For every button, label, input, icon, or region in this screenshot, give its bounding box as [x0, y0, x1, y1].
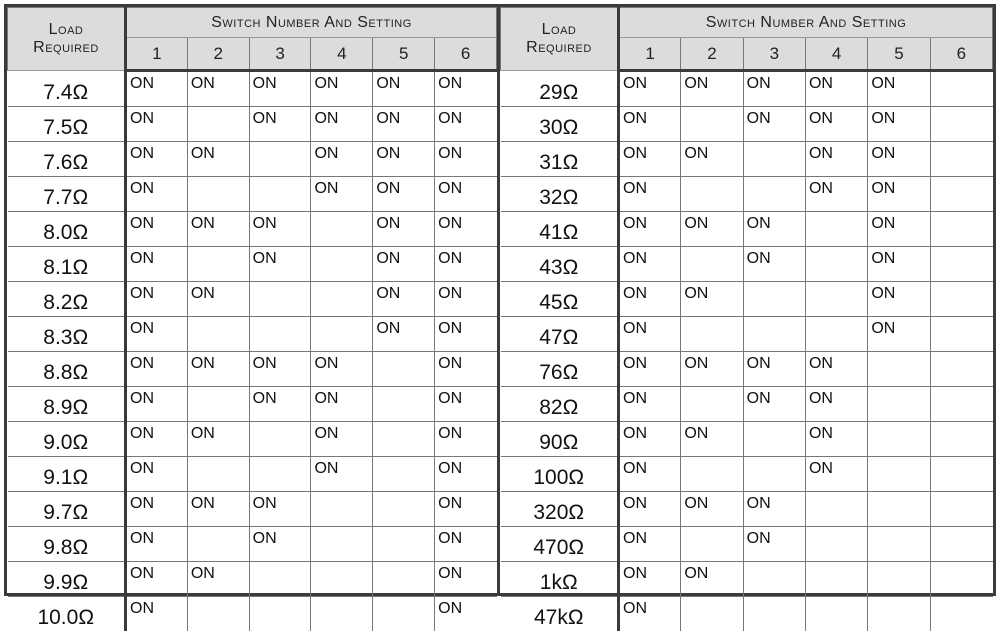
switch-setting-cell: [373, 562, 435, 597]
table-row: [8, 387, 497, 422]
switch-setting-cell: ON: [126, 107, 188, 142]
switch-setting-cell: [373, 352, 435, 387]
load-value-cell: 9.7Ω: [8, 492, 126, 527]
load-required-header: [501, 8, 619, 71]
load-value-cell: 320Ω: [501, 492, 619, 527]
switch-setting-cell: [187, 317, 249, 352]
switch-setting-cell: ON: [187, 422, 249, 457]
switch-setting-cell: ON: [435, 282, 497, 317]
switch-setting-cell: [805, 247, 867, 282]
switch-group-header: Switch Number And Setting: [126, 8, 497, 38]
switch-setting-cell: ON: [126, 597, 188, 631]
switch-setting-cell: ON: [619, 457, 681, 492]
switch-setting-cell: ON: [868, 71, 930, 107]
switch-setting-cell: [311, 597, 373, 631]
table-panel-left: [7, 7, 500, 593]
load-value-cell: 31Ω: [501, 142, 619, 177]
load-value-cell: 82Ω: [501, 387, 619, 422]
switch-setting-cell: ON: [249, 352, 311, 387]
switch-setting-cell: ON: [311, 177, 373, 212]
switch-setting-cell: ON: [619, 492, 681, 527]
switch-setting-cell: [743, 597, 805, 631]
switch-setting-cell: [805, 492, 867, 527]
switch-setting-cell: ON: [743, 352, 805, 387]
switch-group-header: Switch Number And Setting: [619, 8, 993, 38]
switch-setting-cell: ON: [743, 71, 805, 107]
load-required-header: [8, 8, 126, 71]
table-row: [501, 247, 993, 282]
switch-setting-cell: ON: [373, 142, 435, 177]
switch-setting-cell: ON: [435, 387, 497, 422]
switch-setting-cell: ON: [311, 71, 373, 107]
switch-setting-cell: [681, 457, 743, 492]
switch-setting-cell: ON: [435, 71, 497, 107]
switch-setting-cell: [743, 422, 805, 457]
load-value-cell: 8.9Ω: [8, 387, 126, 422]
table-row: [8, 71, 497, 107]
switch-setting-cell: ON: [619, 422, 681, 457]
switch-setting-cell: ON: [743, 527, 805, 562]
switch-number-header: 5: [373, 38, 435, 71]
switch-setting-cell: ON: [619, 71, 681, 107]
switch-setting-cell: [681, 597, 743, 631]
switch-setting-cell: ON: [805, 422, 867, 457]
table-row: [501, 177, 993, 212]
switch-setting-cell: [311, 562, 373, 597]
switch-setting-cell: ON: [373, 247, 435, 282]
load-header-line1: Load: [8, 21, 124, 39]
switch-setting-cell: [868, 387, 930, 422]
load-value-cell: 7.5Ω: [8, 107, 126, 142]
load-value-cell: 9.1Ω: [8, 457, 126, 492]
switch-setting-cell: [868, 562, 930, 597]
switch-setting-cell: [930, 492, 992, 527]
load-value-cell: 8.0Ω: [8, 212, 126, 247]
table-row: [8, 247, 497, 282]
switch-setting-cell: ON: [435, 527, 497, 562]
switch-setting-cell: [930, 107, 992, 142]
switch-setting-cell: ON: [126, 492, 188, 527]
switch-setting-cell: [681, 247, 743, 282]
switch-setting-cell: ON: [249, 212, 311, 247]
switch-setting-chart: [4, 4, 996, 596]
switch-setting-cell: ON: [373, 317, 435, 352]
switch-setting-cell: [187, 527, 249, 562]
switch-setting-cell: ON: [805, 142, 867, 177]
switch-setting-cell: ON: [681, 282, 743, 317]
switch-setting-cell: [311, 212, 373, 247]
load-value-cell: 9.9Ω: [8, 562, 126, 597]
table-row: [501, 352, 993, 387]
switch-number-header: 6: [435, 38, 497, 71]
switch-setting-cell: [249, 562, 311, 597]
switch-setting-cell: [249, 177, 311, 212]
switch-setting-cell: ON: [311, 387, 373, 422]
table-row: [8, 282, 497, 317]
table-row: [501, 142, 993, 177]
switch-setting-cell: [743, 142, 805, 177]
table-row: [8, 352, 497, 387]
switch-setting-cell: ON: [187, 492, 249, 527]
switch-setting-cell: [868, 457, 930, 492]
switch-setting-cell: [373, 387, 435, 422]
switch-setting-cell: [930, 212, 992, 247]
switch-setting-cell: [743, 562, 805, 597]
switch-setting-cell: ON: [743, 212, 805, 247]
switch-setting-cell: ON: [435, 352, 497, 387]
switch-setting-cell: ON: [435, 597, 497, 631]
switch-setting-cell: ON: [373, 177, 435, 212]
load-value-cell: 29Ω: [501, 71, 619, 107]
switch-setting-cell: ON: [743, 107, 805, 142]
switch-setting-cell: ON: [126, 422, 188, 457]
switch-setting-cell: ON: [126, 352, 188, 387]
table-row: [501, 282, 993, 317]
table-row: [501, 527, 993, 562]
table-row: [501, 317, 993, 352]
switch-setting-cell: [930, 562, 992, 597]
switch-setting-cell: [868, 527, 930, 562]
switch-setting-cell: ON: [805, 71, 867, 107]
switch-setting-cell: ON: [868, 282, 930, 317]
switch-setting-cell: ON: [126, 317, 188, 352]
switch-number-header: 4: [311, 38, 373, 71]
table-row: [501, 212, 993, 247]
switch-number-header: 2: [187, 38, 249, 71]
switch-setting-cell: [681, 527, 743, 562]
switch-setting-cell: [930, 282, 992, 317]
switch-setting-cell: [311, 247, 373, 282]
load-value-cell: 43Ω: [501, 247, 619, 282]
switch-setting-cell: ON: [126, 142, 188, 177]
switch-setting-cell: ON: [126, 282, 188, 317]
load-value-cell: 10.0Ω: [8, 597, 126, 631]
load-value-cell: 9.8Ω: [8, 527, 126, 562]
switch-setting-cell: ON: [619, 387, 681, 422]
table-body-left: [8, 71, 497, 631]
load-value-cell: 9.0Ω: [8, 422, 126, 457]
switch-setting-cell: [681, 107, 743, 142]
switch-setting-cell: ON: [681, 492, 743, 527]
switch-setting-cell: ON: [619, 212, 681, 247]
table-row: [8, 212, 497, 247]
load-value-cell: 8.1Ω: [8, 247, 126, 282]
switch-setting-cell: ON: [619, 107, 681, 142]
switch-setting-cell: ON: [187, 71, 249, 107]
switch-setting-cell: [249, 142, 311, 177]
switch-setting-cell: ON: [868, 142, 930, 177]
switch-setting-cell: ON: [681, 562, 743, 597]
table-body-right: [501, 71, 993, 631]
switch-setting-cell: [930, 317, 992, 352]
switch-setting-cell: ON: [681, 212, 743, 247]
switch-setting-cell: ON: [311, 107, 373, 142]
switch-setting-cell: [930, 177, 992, 212]
switch-setting-cell: [930, 142, 992, 177]
switch-setting-cell: [187, 247, 249, 282]
switch-setting-cell: ON: [805, 352, 867, 387]
switch-setting-cell: [373, 422, 435, 457]
switch-setting-cell: ON: [435, 317, 497, 352]
switch-setting-cell: ON: [619, 177, 681, 212]
switch-setting-cell: [249, 597, 311, 631]
load-value-cell: 90Ω: [501, 422, 619, 457]
switch-setting-cell: ON: [435, 492, 497, 527]
table-row: [8, 597, 497, 631]
load-value-cell: 7.7Ω: [8, 177, 126, 212]
switch-setting-cell: [311, 492, 373, 527]
switch-setting-cell: ON: [435, 212, 497, 247]
load-value-cell: 100Ω: [501, 457, 619, 492]
switch-setting-cell: [681, 177, 743, 212]
switch-setting-cell: ON: [311, 352, 373, 387]
table-row: [501, 387, 993, 422]
switch-setting-cell: ON: [187, 282, 249, 317]
switch-table-right: [500, 7, 993, 631]
switch-setting-cell: ON: [373, 71, 435, 107]
table-row: [8, 457, 497, 492]
load-value-cell: 1kΩ: [501, 562, 619, 597]
switch-setting-cell: ON: [249, 71, 311, 107]
switch-setting-cell: [805, 562, 867, 597]
switch-setting-cell: [805, 317, 867, 352]
switch-setting-cell: ON: [743, 387, 805, 422]
switch-number-header: 3: [249, 38, 311, 71]
switch-setting-cell: ON: [249, 492, 311, 527]
switch-setting-cell: ON: [681, 422, 743, 457]
table-row: [501, 457, 993, 492]
switch-setting-cell: ON: [187, 142, 249, 177]
switch-setting-cell: [930, 352, 992, 387]
switch-setting-cell: ON: [311, 142, 373, 177]
switch-setting-cell: [930, 597, 992, 631]
switch-setting-cell: ON: [805, 387, 867, 422]
switch-setting-cell: ON: [868, 317, 930, 352]
switch-setting-cell: [373, 527, 435, 562]
switch-setting-cell: [743, 282, 805, 317]
switch-number-header: 3: [743, 38, 805, 71]
switch-setting-cell: [249, 282, 311, 317]
table-row: [8, 107, 497, 142]
switch-setting-cell: ON: [126, 562, 188, 597]
switch-setting-cell: ON: [373, 282, 435, 317]
load-value-cell: 7.4Ω: [8, 71, 126, 107]
switch-setting-cell: ON: [435, 247, 497, 282]
switch-setting-cell: ON: [373, 212, 435, 247]
switch-setting-cell: [187, 177, 249, 212]
switch-setting-cell: [249, 457, 311, 492]
switch-setting-cell: ON: [868, 177, 930, 212]
switch-setting-cell: [681, 387, 743, 422]
switch-setting-cell: ON: [187, 212, 249, 247]
switch-setting-cell: [805, 597, 867, 631]
switch-setting-cell: ON: [868, 247, 930, 282]
switch-setting-cell: [187, 457, 249, 492]
switch-setting-cell: [930, 527, 992, 562]
switch-setting-cell: ON: [681, 142, 743, 177]
switch-setting-cell: [187, 387, 249, 422]
switch-setting-cell: ON: [249, 107, 311, 142]
switch-setting-cell: ON: [187, 562, 249, 597]
table-row: [501, 422, 993, 457]
switch-setting-cell: ON: [619, 247, 681, 282]
switch-setting-cell: ON: [619, 597, 681, 631]
switch-setting-cell: [868, 597, 930, 631]
table-row: [8, 527, 497, 562]
load-value-cell: 47Ω: [501, 317, 619, 352]
load-value-cell: 8.8Ω: [8, 352, 126, 387]
switch-number-header: 5: [868, 38, 930, 71]
load-value-cell: 8.3Ω: [8, 317, 126, 352]
switch-setting-cell: ON: [126, 177, 188, 212]
switch-setting-cell: ON: [373, 107, 435, 142]
switch-setting-cell: ON: [249, 387, 311, 422]
switch-setting-cell: [311, 527, 373, 562]
switch-setting-cell: ON: [619, 282, 681, 317]
load-header-line2: Required: [8, 39, 124, 57]
switch-setting-cell: [373, 597, 435, 631]
switch-setting-cell: ON: [311, 457, 373, 492]
table-row: [8, 177, 497, 212]
load-header-line1: Load: [501, 21, 617, 39]
switch-setting-cell: ON: [435, 177, 497, 212]
switch-setting-cell: ON: [435, 107, 497, 142]
switch-setting-cell: [681, 317, 743, 352]
switch-table-left: [7, 7, 497, 631]
table-row: [501, 71, 993, 107]
load-value-cell: 8.2Ω: [8, 282, 126, 317]
switch-setting-cell: [930, 457, 992, 492]
load-value-cell: 41Ω: [501, 212, 619, 247]
switch-setting-cell: ON: [311, 422, 373, 457]
load-value-cell: 30Ω: [501, 107, 619, 142]
load-value-cell: 470Ω: [501, 527, 619, 562]
switch-setting-cell: ON: [126, 247, 188, 282]
switch-setting-cell: ON: [126, 527, 188, 562]
switch-setting-cell: ON: [805, 457, 867, 492]
switch-setting-cell: ON: [868, 212, 930, 247]
switch-setting-cell: [868, 422, 930, 457]
switch-setting-cell: ON: [249, 527, 311, 562]
switch-setting-cell: [743, 177, 805, 212]
switch-setting-cell: [868, 352, 930, 387]
switch-number-header: 6: [930, 38, 992, 71]
switch-setting-cell: [249, 422, 311, 457]
table-row: [8, 422, 497, 457]
switch-setting-cell: ON: [435, 422, 497, 457]
switch-setting-cell: [187, 597, 249, 631]
switch-number-header: 1: [126, 38, 188, 71]
switch-number-header: 4: [805, 38, 867, 71]
switch-setting-cell: ON: [126, 387, 188, 422]
load-value-cell: 45Ω: [501, 282, 619, 317]
load-value-cell: 47kΩ: [501, 597, 619, 631]
switch-setting-cell: ON: [435, 562, 497, 597]
switch-setting-cell: ON: [187, 352, 249, 387]
switch-setting-cell: ON: [743, 247, 805, 282]
switch-setting-cell: ON: [126, 71, 188, 107]
table-row: [8, 317, 497, 352]
table-row: [501, 107, 993, 142]
switch-number-header: 2: [681, 38, 743, 71]
switch-setting-cell: ON: [681, 71, 743, 107]
switch-setting-cell: ON: [805, 107, 867, 142]
switch-setting-cell: [373, 457, 435, 492]
switch-setting-cell: ON: [435, 457, 497, 492]
table-row: [501, 597, 993, 631]
switch-setting-cell: ON: [126, 212, 188, 247]
switch-number-header: 1: [619, 38, 681, 71]
switch-setting-cell: [805, 527, 867, 562]
switch-setting-cell: [373, 492, 435, 527]
switch-setting-cell: ON: [249, 247, 311, 282]
switch-setting-cell: [868, 492, 930, 527]
switch-setting-cell: [930, 247, 992, 282]
table-row: [8, 142, 497, 177]
switch-setting-cell: [743, 317, 805, 352]
load-value-cell: 76Ω: [501, 352, 619, 387]
switch-setting-cell: ON: [619, 527, 681, 562]
switch-setting-cell: ON: [619, 142, 681, 177]
switch-setting-cell: ON: [868, 107, 930, 142]
switch-setting-cell: [311, 282, 373, 317]
table-row: [501, 562, 993, 597]
switch-setting-cell: ON: [435, 142, 497, 177]
switch-setting-cell: ON: [743, 492, 805, 527]
table-panel-right: [500, 7, 993, 593]
switch-setting-cell: ON: [619, 352, 681, 387]
switch-setting-cell: [805, 212, 867, 247]
switch-setting-cell: [249, 317, 311, 352]
load-value-cell: 32Ω: [501, 177, 619, 212]
switch-setting-cell: [311, 317, 373, 352]
switch-setting-cell: ON: [619, 317, 681, 352]
switch-setting-cell: [743, 457, 805, 492]
switch-setting-cell: [930, 422, 992, 457]
switch-setting-cell: ON: [619, 562, 681, 597]
switch-setting-cell: [187, 107, 249, 142]
table-row: [8, 492, 497, 527]
table-row: [501, 492, 993, 527]
switch-setting-cell: ON: [805, 177, 867, 212]
load-value-cell: 7.6Ω: [8, 142, 126, 177]
load-header-line2: Required: [501, 39, 617, 57]
switch-setting-cell: [805, 282, 867, 317]
switch-setting-cell: ON: [681, 352, 743, 387]
switch-setting-cell: ON: [126, 457, 188, 492]
table-row: [8, 562, 497, 597]
switch-setting-cell: [930, 387, 992, 422]
switch-setting-cell: [930, 71, 992, 107]
